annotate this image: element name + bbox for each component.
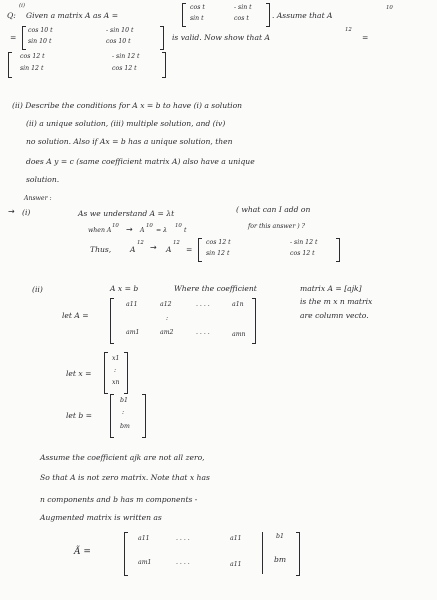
- matrix-cell: a11: [230, 561, 242, 568]
- augmented-bracket-left: [124, 532, 128, 576]
- matrix-cell: - sin 10 t: [106, 27, 134, 34]
- arrow-icon: →: [8, 207, 15, 216]
- vector-cell: bm: [120, 423, 130, 430]
- matrix-bracket-left: [22, 26, 26, 50]
- vector-cell: b1: [120, 397, 128, 404]
- let-x: let x =: [66, 369, 92, 378]
- matrix-dots: . . . .: [176, 559, 190, 566]
- matrix-cell: sin 12 t: [206, 250, 230, 257]
- answer-thus: Thus,: [90, 245, 112, 254]
- vector-bracket-right: [124, 352, 128, 394]
- q2-line5: solution.: [26, 175, 60, 184]
- matrix-cell: a11: [126, 301, 138, 308]
- part-ii-where: Where the coefficient: [174, 284, 257, 293]
- matrix-bracket-right: [160, 26, 164, 50]
- matrix-bracket-left: [110, 298, 114, 344]
- matrix-dots: . . . .: [176, 535, 190, 542]
- q2-line1: (ii) Describe the conditions for A x = b to have (i) a solution: [12, 101, 243, 110]
- vector-bracket-right: [142, 394, 146, 438]
- q2-line4: does A y = c (same coefficient matrix A) also have a unique: [26, 157, 255, 166]
- matrix-cell: a1n: [232, 301, 244, 308]
- q1-label-q: Q:: [7, 11, 16, 20]
- augmented-bracket-right: [296, 532, 300, 576]
- q1-eq: =: [10, 33, 17, 42]
- part-ii-where3: is the m x n matrix: [300, 297, 373, 306]
- matrix-cell: sin 10 t: [28, 38, 52, 45]
- assume-line1: Assume the coefficient ajk are not all zero,: [40, 453, 205, 462]
- part-ii-where4: are column vecto.: [300, 311, 369, 320]
- matrix-cell: cos t: [234, 15, 249, 22]
- assume-line2: So that A is not zero matrix. Note that x has: [40, 473, 210, 482]
- matrix-cell: amn: [232, 331, 246, 338]
- matrix-bracket-right: [266, 3, 270, 27]
- part-ii-axb: A x = b: [110, 284, 139, 293]
- matrix-bracket-left: [8, 52, 12, 78]
- let-a: let A =: [62, 311, 89, 320]
- q2-line3: no solution. Also if Ax = b has a unique solution, then: [26, 137, 233, 146]
- q2-line2: (ii) a unique solution, (iii) multiple solution, and (iv): [26, 119, 226, 128]
- arrow-icon: →: [126, 225, 133, 234]
- vector-bracket-left: [104, 352, 108, 394]
- q1-eq2: =: [362, 33, 369, 42]
- matrix-cell: a11: [138, 535, 150, 542]
- exponent: 12: [173, 240, 180, 246]
- exponent: 10: [112, 223, 119, 229]
- matrix-cell: cos 12 t: [290, 250, 315, 257]
- matrix-vdots: :: [166, 315, 169, 322]
- augmented-divider: [262, 532, 263, 574]
- arrow-icon: →: [150, 243, 157, 252]
- assume-line4: Augmented matrix is written as: [40, 513, 162, 522]
- matrix-cell: a12: [160, 301, 172, 308]
- matrix-cell: cos 12 t: [20, 53, 45, 60]
- matrix-bracket-right: [336, 238, 340, 262]
- answer-l2-lambda: = λ: [156, 227, 168, 234]
- matrix-cell: - sin t: [234, 4, 252, 11]
- matrix-cell: cos 10 t: [28, 27, 53, 34]
- vector-vdots: :: [122, 409, 125, 416]
- q1-label-i: (i): [19, 3, 25, 9]
- matrix-cell: am2: [160, 329, 174, 336]
- exponent: 10: [146, 223, 153, 229]
- exponent: 10: [175, 223, 182, 229]
- matrix-bracket-left: [182, 3, 186, 27]
- vector-vdots: :: [114, 367, 117, 374]
- matrix-cell: sin 12 t: [20, 65, 44, 72]
- answer-part-i-label: (i): [22, 208, 31, 217]
- answer-l3-b: A: [166, 245, 172, 254]
- q1-line1-start: Given a matrix A as A =: [26, 11, 119, 20]
- matrix-dots: . . . .: [196, 329, 210, 336]
- assume-line3: n components and b has m components -: [40, 495, 198, 504]
- matrix-cell: am1: [126, 329, 140, 336]
- answer-l1: As we understand A = λt: [78, 209, 175, 218]
- q1-line2: is valid. Now show that A: [172, 33, 270, 42]
- augmented-label: Ã =: [74, 547, 91, 557]
- part-ii-where2: matrix A = [ajk]: [300, 284, 362, 293]
- answer-note2: for this answer ) ?: [248, 223, 305, 230]
- q1-line1-end: . Assume that A: [272, 11, 333, 20]
- answer-l2: when A: [88, 227, 112, 234]
- answer-l3-a: A: [130, 245, 136, 254]
- matrix-cell: - sin 12 t: [290, 239, 318, 246]
- matrix-cell: sin t: [190, 15, 204, 22]
- answer-l2-t: t: [184, 227, 187, 234]
- answer-note1: ( what can I add on: [236, 205, 311, 214]
- exponent: 12: [345, 27, 352, 33]
- matrix-cell: cos 12 t: [112, 65, 137, 72]
- answer-l2-a: A: [140, 227, 145, 234]
- matrix-cell: cos t: [190, 4, 205, 11]
- matrix-cell: - sin 12 t: [112, 53, 140, 60]
- let-b: let b =: [66, 411, 93, 420]
- answer-heading: Answer :: [24, 195, 52, 202]
- matrix-bracket-left: [198, 238, 202, 262]
- matrix-cell: am1: [138, 559, 152, 566]
- exponent: 10: [386, 5, 393, 11]
- matrix-bracket-right: [252, 298, 256, 344]
- matrix-dots: . . . .: [196, 301, 210, 308]
- matrix-bracket-right: [162, 52, 166, 78]
- vector-cell: xn: [112, 379, 120, 386]
- matrix-cell: bm: [274, 555, 287, 564]
- vector-bracket-left: [110, 394, 114, 438]
- matrix-cell: b1: [276, 533, 284, 540]
- matrix-cell: cos 12 t: [206, 239, 231, 246]
- matrix-cell: cos 10 t: [106, 38, 131, 45]
- exponent: 12: [137, 240, 144, 246]
- part-ii-label: (ii): [32, 285, 43, 294]
- matrix-cell: a11: [230, 535, 242, 542]
- vector-cell: x1: [112, 355, 120, 362]
- answer-l3-eq: =: [186, 245, 193, 254]
